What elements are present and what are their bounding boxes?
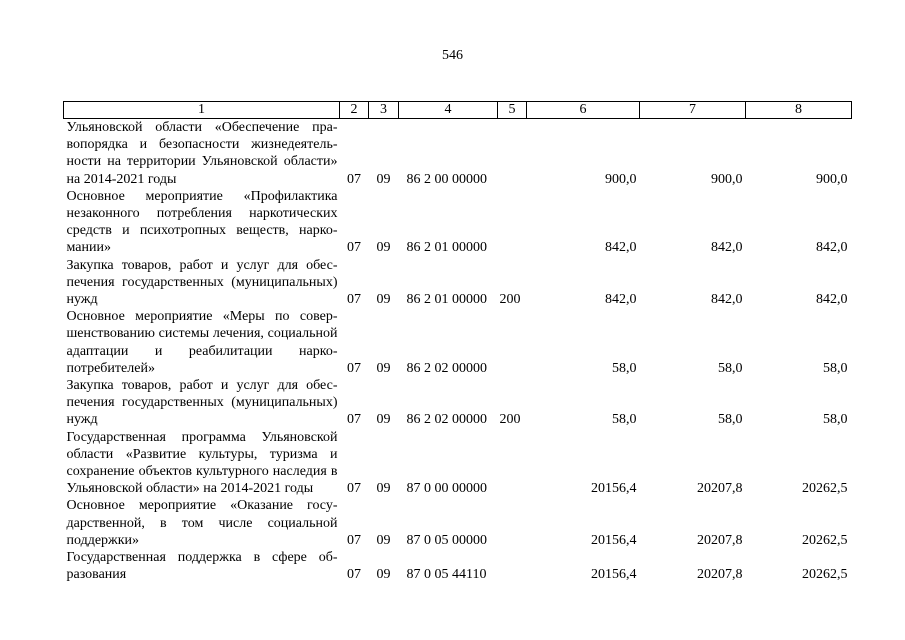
row-target-article: 87 0 00 00000 bbox=[406, 481, 487, 497]
row-expense-type bbox=[498, 119, 527, 188]
row-value-col7: 20207,8 bbox=[697, 481, 743, 497]
table-header bbox=[64, 102, 852, 119]
row-section: 07 bbox=[347, 567, 361, 583]
row-section: 07 bbox=[347, 481, 361, 497]
row-expense-type: 200 bbox=[499, 412, 521, 428]
row-section: 07 bbox=[347, 360, 361, 376]
row-section: 07 bbox=[347, 532, 361, 548]
row-target-article: 87 0 05 00000 bbox=[406, 532, 487, 548]
row-subsection: 09 bbox=[376, 481, 391, 497]
row-expense-type bbox=[498, 497, 527, 549]
header-col-5: 5 bbox=[498, 102, 527, 119]
row-value-col6: 900,0 bbox=[605, 171, 637, 187]
row-name: Государственная программа Ульяновской области «Развитие культуры, туризма и сохранение объектов культурного наследия в Ульяновской области» на 2014-2021 годы bbox=[66, 429, 338, 497]
row-value-col8: 900,0 bbox=[816, 171, 848, 187]
table-row bbox=[64, 257, 852, 309]
row-section: 07 bbox=[347, 412, 361, 428]
row-subsection: 09 bbox=[376, 532, 391, 548]
row-value-col7: 900,0 bbox=[711, 171, 743, 187]
row-target-article: 86 2 02 00000 bbox=[406, 412, 487, 428]
row-value-col8: 20262,5 bbox=[802, 567, 848, 583]
row-value-col6: 20156,4 bbox=[591, 532, 637, 548]
row-value-col6: 842,0 bbox=[605, 240, 637, 256]
row-value-col8: 58,0 bbox=[823, 412, 848, 428]
row-value-col6: 20156,4 bbox=[591, 481, 637, 497]
header-col-3: 3 bbox=[369, 102, 399, 119]
table-row bbox=[64, 308, 852, 377]
row-target-article: 86 2 02 00000 bbox=[406, 360, 487, 376]
row-target-article: 86 2 01 00000 bbox=[406, 240, 487, 256]
row-value-col8: 842,0 bbox=[816, 292, 848, 308]
row-value-col8: 20262,5 bbox=[802, 532, 848, 548]
row-expense-type bbox=[498, 188, 527, 257]
row-name: Ульяновской области «Обеспечение правопорядка и безопасности жизнедеятельности на территории Ульяновской области» на 2014-2021 годы bbox=[66, 120, 338, 187]
row-name: Государственная поддержка в сфере образования bbox=[66, 550, 338, 583]
table-row bbox=[64, 377, 852, 429]
row-value-col7: 20207,8 bbox=[697, 567, 743, 583]
table-row bbox=[64, 549, 852, 583]
row-subsection: 09 bbox=[376, 292, 391, 308]
row-target-article: 87 0 05 44110 bbox=[406, 567, 487, 583]
row-expense-type bbox=[498, 429, 527, 498]
row-value-col6: 842,0 bbox=[605, 292, 637, 308]
row-value-col6: 58,0 bbox=[612, 360, 637, 376]
row-value-col8: 842,0 bbox=[816, 240, 848, 256]
row-value-col6: 58,0 bbox=[612, 412, 637, 428]
header-col-8: 8 bbox=[746, 102, 852, 119]
page-number: 546 bbox=[442, 48, 463, 63]
row-expense-type: 200 bbox=[499, 292, 521, 308]
row-target-article: 86 2 00 00000 bbox=[406, 171, 487, 187]
table-body bbox=[64, 119, 852, 584]
row-value-col7: 842,0 bbox=[711, 240, 743, 256]
row-value-col7: 20207,8 bbox=[697, 532, 743, 548]
row-subsection: 09 bbox=[376, 412, 391, 428]
row-name: Закупка товаров, работ и услуг для обеспечения государственных (муниципальных) нужд bbox=[66, 257, 338, 308]
table-row bbox=[64, 497, 852, 549]
row-value-col7: 842,0 bbox=[711, 292, 743, 308]
row-value-col8: 58,0 bbox=[823, 360, 848, 376]
row-subsection: 09 bbox=[376, 360, 391, 376]
row-subsection: 09 bbox=[376, 171, 391, 187]
row-section: 07 bbox=[347, 240, 361, 256]
header-col-2: 2 bbox=[340, 102, 369, 119]
row-section: 07 bbox=[347, 171, 361, 187]
row-expense-type bbox=[498, 549, 527, 583]
header-col-7: 7 bbox=[640, 102, 746, 119]
table-row bbox=[64, 429, 852, 498]
row-section: 07 bbox=[347, 292, 361, 308]
header-col-6: 6 bbox=[527, 102, 640, 119]
header-col-1: 1 bbox=[64, 102, 340, 119]
row-value-col8: 20262,5 bbox=[802, 481, 848, 497]
header-row bbox=[64, 102, 852, 119]
table-row bbox=[64, 119, 852, 188]
budget-table bbox=[63, 101, 852, 583]
header-col-4: 4 bbox=[399, 102, 498, 119]
row-value-col7: 58,0 bbox=[718, 360, 743, 376]
row-value-col6: 20156,4 bbox=[591, 567, 637, 583]
row-name: Основное мероприятие «Оказание государственной, в том числе социальной поддержки» bbox=[66, 498, 338, 548]
row-value-col7: 58,0 bbox=[718, 412, 743, 428]
row-name: Основное мероприятие «Профилактика незаконного потребления наркотических средств и психотропных веществ, наркомании» bbox=[66, 188, 338, 256]
row-subsection: 09 bbox=[376, 240, 391, 256]
row-target-article: 86 2 01 00000 bbox=[406, 292, 487, 308]
row-subsection: 09 bbox=[376, 567, 391, 583]
table-row bbox=[64, 188, 852, 257]
row-name: Основное мероприятие «Меры по совершенствованию системы лечения, социальной адаптации и реабилитации наркопотребителей» bbox=[66, 309, 338, 376]
row-name: Закупка товаров, работ и услуг для обеспечения государственных (муниципальных) нужд bbox=[66, 378, 338, 428]
row-expense-type bbox=[498, 308, 527, 377]
